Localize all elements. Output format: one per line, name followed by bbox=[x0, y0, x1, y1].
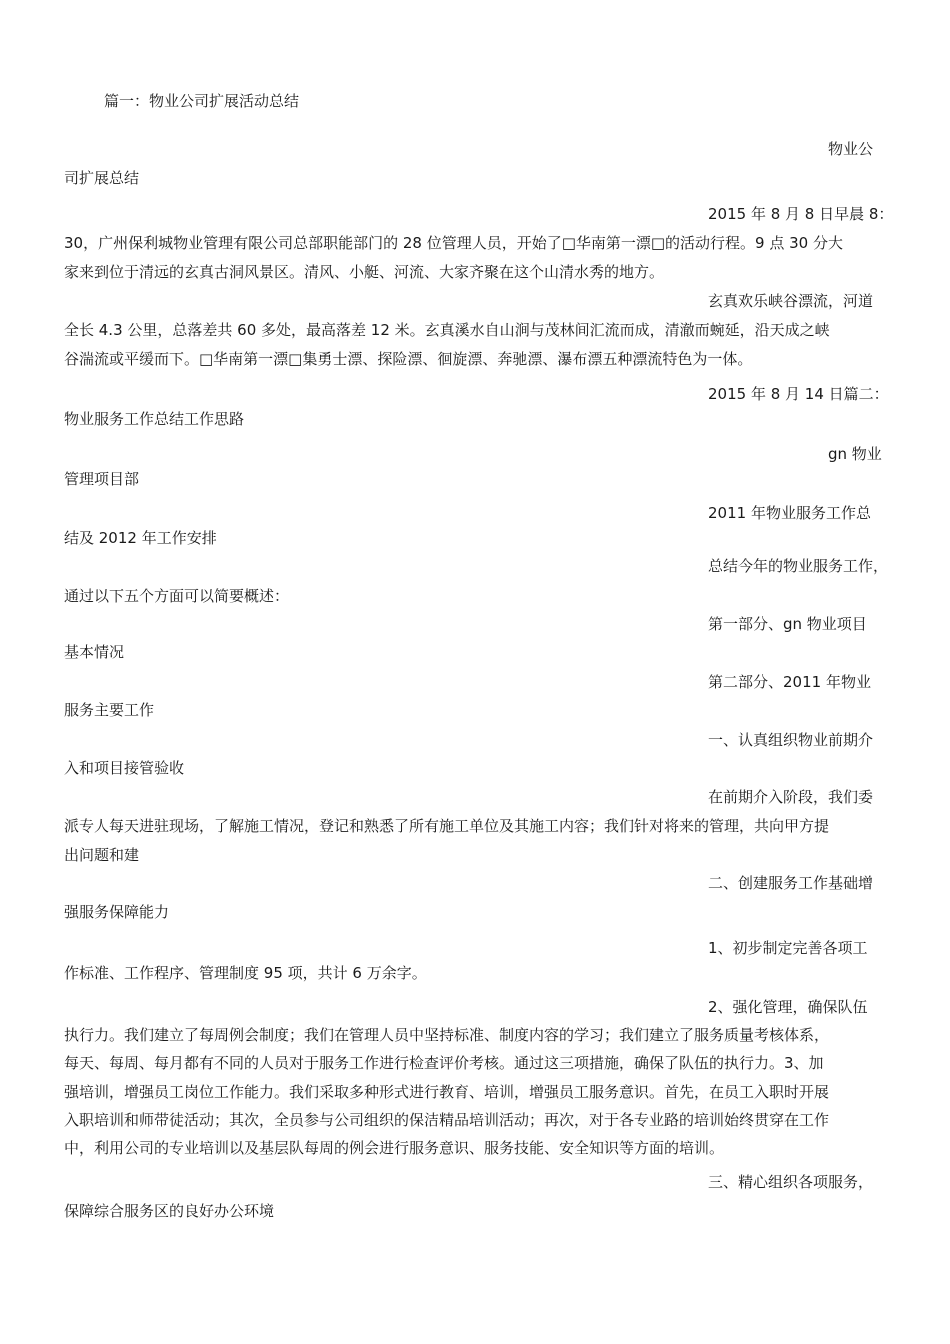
text-line: 强服务保障能力 bbox=[64, 903, 170, 921]
text-line: 中，利用公司的专业培训以及基层队每周的例会进行服务意识、服务技能、安全知识等方面的培训。 bbox=[64, 1139, 725, 1157]
text-line: 三、精心组织各项服务， bbox=[708, 1173, 874, 1191]
text-line: 第二部分、2011 年物业 bbox=[708, 673, 871, 691]
text-line: 在前期介入阶段，我们委 bbox=[708, 788, 874, 806]
text-line: 出问题和建 bbox=[64, 846, 140, 864]
text-line: 30，广州保利城物业管理有限公司总部职能部门的 28 位管理人员，开始了□华南第一漂□的活动行程。9 点 30 分大 bbox=[64, 234, 843, 252]
text-line: 全长 4.3 公里，总落差共 60 多处，最高落差 12 米。玄真溪水自山涧与茂林间汇流而成，清澈而蜿延，沿天成之峡 bbox=[64, 321, 830, 339]
text-line: 作标准、工作程序、管理制度 95 项，共计 6 万余字。 bbox=[64, 964, 427, 982]
text-line: 玄真欢乐峡谷漂流，河道 bbox=[708, 292, 874, 310]
text-line: 物业服务工作总结工作思路 bbox=[64, 410, 245, 428]
text-line: 司扩展总结 bbox=[64, 169, 140, 187]
text-line: 执行力。我们建立了每周例会制度；我们在管理人员中坚持标准、制度内容的学习；我们建立了服务质量考核体系， bbox=[64, 1026, 830, 1044]
text-line: 派专人每天进驻现场，了解施工情况，登记和熟悉了所有施工单位及其施工内容；我们针对将来的管理，共向甲方提 bbox=[64, 817, 830, 835]
text-line: 每天、每周、每月都有不同的人员对于服务工作进行检查评价考核。通过这三项措施，确保了队伍的执行力。3、加 bbox=[64, 1054, 824, 1072]
text-line: 物业公 bbox=[828, 140, 874, 158]
text-line: 2011 年物业服务工作总 bbox=[708, 504, 871, 522]
text-line: 管理项目部 bbox=[64, 470, 140, 488]
text-line: 服务主要工作 bbox=[64, 701, 155, 719]
text-line: 2、强化管理，确保队伍 bbox=[708, 998, 868, 1016]
text-line: 入和项目接管验收 bbox=[64, 759, 185, 777]
text-line: 1、初步制定完善各项工 bbox=[708, 939, 868, 957]
text-line: 一、认真组织物业前期介 bbox=[708, 731, 874, 749]
text-line: 2015 年 8 月 14 日篇二： bbox=[708, 385, 889, 403]
text-line: 基本情况 bbox=[64, 643, 125, 661]
document-title: 篇一：物业公司扩展活动总结 bbox=[104, 92, 300, 110]
text-line: 保障综合服务区的良好办公环境 bbox=[64, 1202, 275, 1220]
text-line: 总结今年的物业服务工作， bbox=[708, 557, 889, 575]
text-line: 二、创建服务工作基础增 bbox=[708, 874, 874, 892]
text-line: 2015 年 8 月 8 日早晨 8： bbox=[708, 205, 894, 223]
text-line: gn 物业 bbox=[828, 445, 882, 463]
text-line: 家来到位于清远的玄真古洞风景区。清风、小艇、河流、大家齐聚在这个山清水秀的地方。 bbox=[64, 263, 665, 281]
text-line: 强培训，增强员工岗位工作能力。我们采取多种形式进行教育、培训，增强员工服务意识。首先，在员工入职时开展 bbox=[64, 1083, 830, 1101]
text-line: 第一部分、gn 物业项目 bbox=[708, 615, 867, 633]
text-line: 谷湍流或平缓而下。□华南第一漂□集勇士漂、探险漂、徊旋漂、奔驰漂、瀑布漂五种漂流特色为一体。 bbox=[64, 350, 753, 368]
text-line: 通过以下五个方面可以简要概述： bbox=[64, 587, 290, 605]
text-line: 入职培训和师带徒活动；其次，全员参与公司组织的保洁精品培训活动；再次，对于各专业路的培训始终贯穿在工作 bbox=[64, 1111, 830, 1129]
text-line: 结及 2012 年工作安排 bbox=[64, 529, 217, 547]
